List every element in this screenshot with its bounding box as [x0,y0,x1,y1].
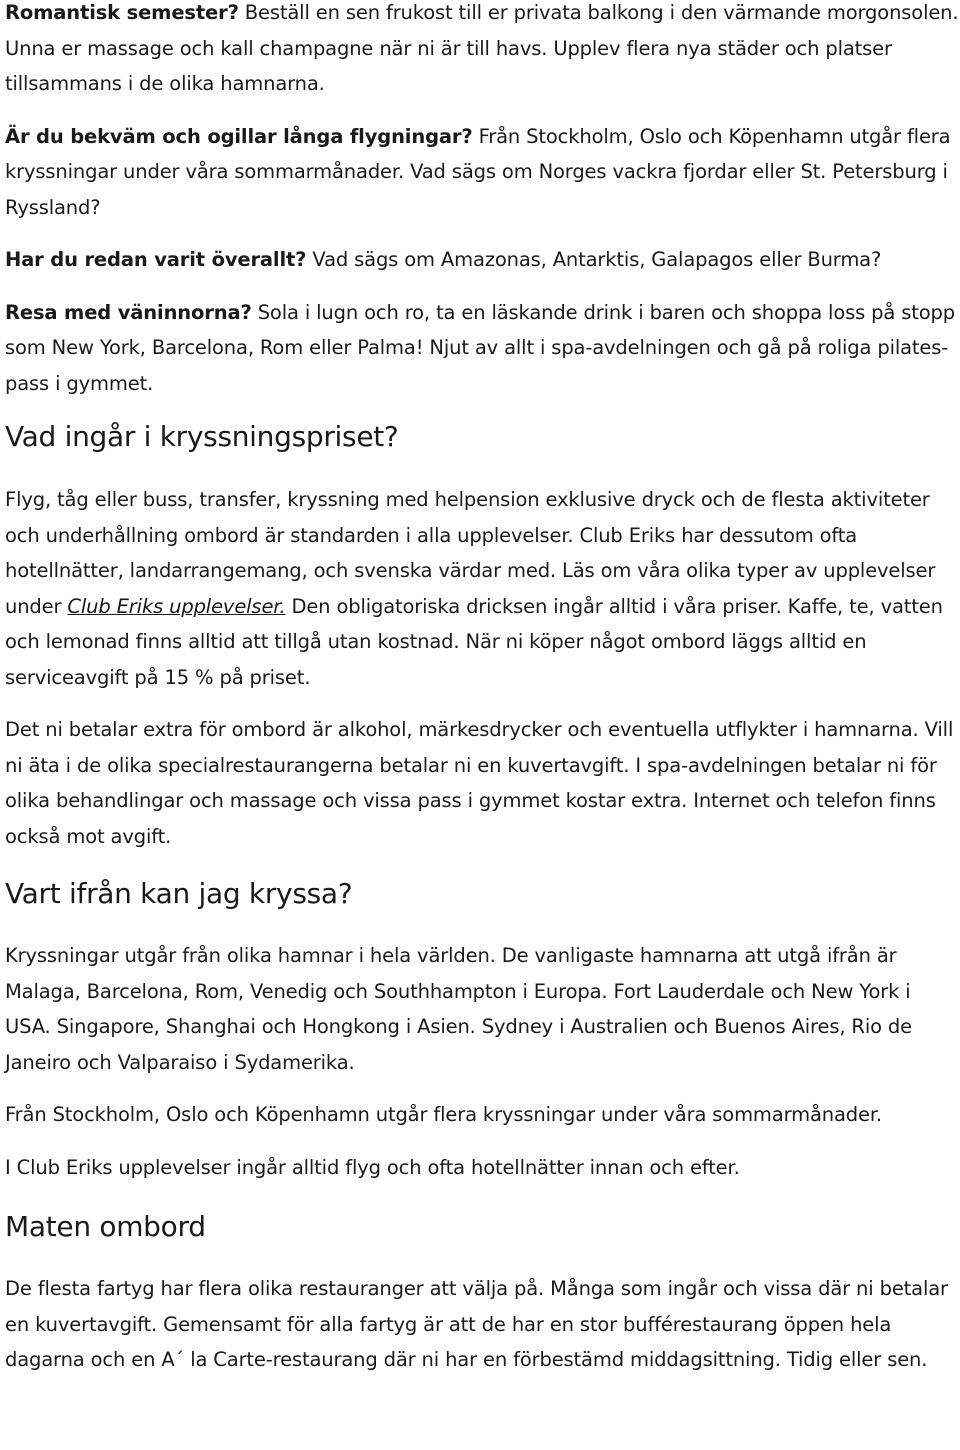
intro-everywhere-lead: Har du redan varit överallt? [5,248,307,271]
intro-romantic [5,0,960,102]
departure-paragraph-3: I Club Eriks upplevelser ingår alltid flyg och ofta hotellnätter innan och efter. [5,1155,740,1179]
intro-friends [5,295,960,402]
departure-paragraph-1: Kryssningar utgår från olika hamnar i hela världen. De vanligaste hamnarna att utgå ifrån är Malaga, Barcelona, Rom, Venedig och Southhampton i Europa. Fort Lauderdale och New York i USA. Singapore, Shanghai och Hongkong i Asien. Sydney i Australien och Buenos Aires, Rio de Janeiro och Valparaiso i Sydamerika. [5,944,912,1074]
included-paragraph-1 [5,482,960,695]
intro-comfortable [5,119,960,226]
intro-comfortable-text: Från Stockholm, Oslo och Köpenhamn utgår flera kryssningar under våra sommarmånader. Vad sägs om Norges vackra fjordar eller St. Petersburg i Ryssland? [5,124,951,219]
intro-everywhere-text: Vad sägs om Amazonas, Antarktis, Galapagos eller Burma? [306,248,882,271]
intro-romantic-lead: Romantisk semester? [5,1,239,24]
included-p1-before: Flyg, tåg eller buss, transfer, kryssning med helpension exklusive dryck och de flesta aktiviteter och underhållning ombord är standarden i alla upplevelser. Club Eriks har dessutom ofta hotellnätter, landarrangemang, och svenska värdar med. Läs om våra olika typer av upplevelser under [5,488,936,618]
intro-friends-text: Sola i lugn och ro, ta en läskande drink i baren och shoppa loss på stopp som New York, Barcelona, Rom eller Palma! Njut av allt i spa-avdelningen och gå på roliga pilates-pass i gymmet. [5,300,955,395]
intro-romantic-text: Beställ en sen frukost till er privata balkong i den värmande morgonsolen. Unna er massage och kall champagne när ni är till havs. Upplev flera nya städer och platser tillsammans i de olika hamnarna. [5,1,959,95]
departure-paragraph-2: Från Stockholm, Oslo och Köpenhamn utgår flera kryssningar under våra sommarmånader. [5,1103,882,1126]
included-paragraph-2: Det ni betalar extra för ombord är alkohol, märkesdrycker och eventuella utflykter i hamnarna. Vill ni äta i de olika specialrestaurangerna betalar ni en kuvertavgift. I spa-avdelningen betalar ni för olika behandlingar och massage och vissa pass i gymmet kostar extra. Internet och telefon finns också mot avgift. [5,718,954,848]
food-paragraph-1: De flesta fartyg har flera olika restauranger att välja på. Många som ingår och vissa där ni betalar en kuvertavgift. Gemensamt för alla fartyg är att de har en stor bufférestaurang öppen hela dagarna och en A´ la Carte-restaurang där ni har en förbestämd middagsittning. Tidig eller sen. [5,1277,948,1371]
included-p1-after: Den obligatoriska dricksen ingår alltid i våra priser. Kaffe, te, vatten och lemonad finns alltid att tillgå utan kostnad. När ni köper något ombord läggs alltid en serviceavgift på 15 % på priset. [5,594,943,689]
intro-friends-lead: Resa med väninnorna? [5,300,252,324]
heading-food: Maten ombord [5,1210,206,1243]
intro-comfortable-lead: Är du bekväm och ogillar långa flygningar? [5,124,473,148]
club-eriks-upplevelser-link[interactable]: Club Eriks upplevelser. [67,594,286,618]
intro-everywhere [5,242,960,278]
heading-included: Vad ingår i kryssningspriset? [5,420,399,453]
heading-departure: Vart ifrån kan jag kryssa? [5,877,353,910]
